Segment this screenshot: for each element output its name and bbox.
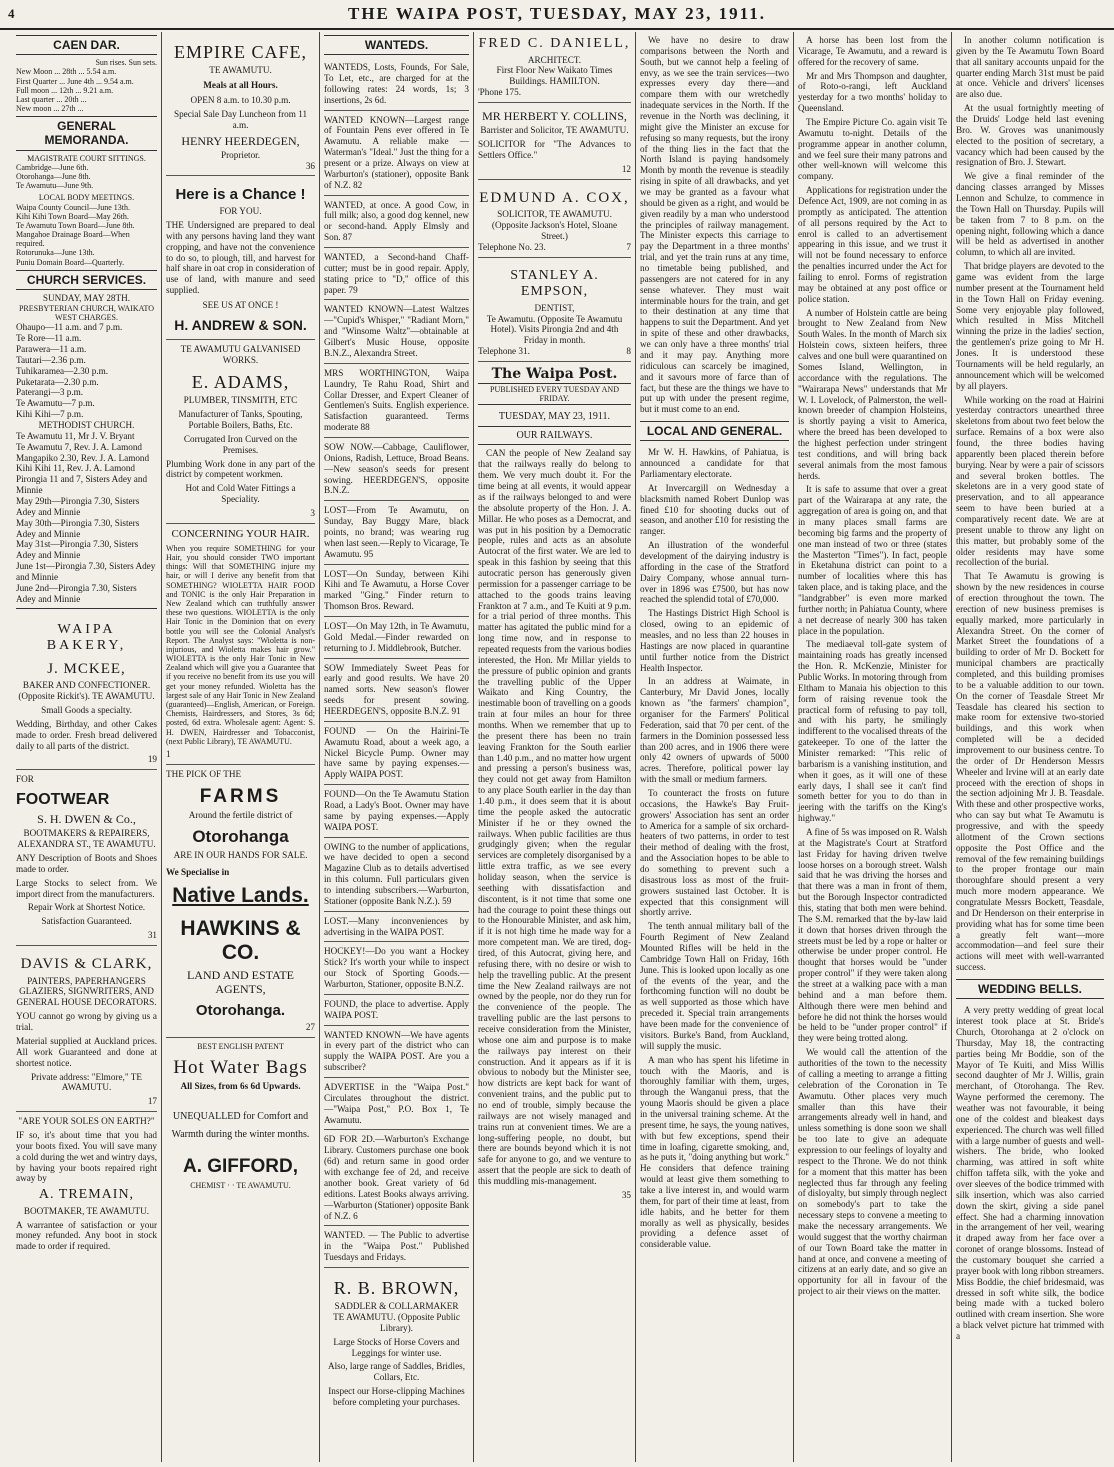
classified-ad-text: WANTED KNOWN—We have agents in every part of the district who can supply the WAIPA POST. Are you a subscriber? [324,1029,469,1073]
news-paragraph: At the usual fortnightly meeting of the Druids' Lodge held last evening Bro. W. Groves was unanimously elected to the position of secretary, a vacancy which had been caused by the resignation of Bro. J. Stewart. [956,103,1104,168]
classified-ad-text: WANTED. — The Public to advertise in the "Waipa Post." Published Tuesdays and Fridays. [324,1230,469,1263]
memo-line: Cambridge—June 6th. [16,162,89,172]
news-paragraph: The Hastings District High School is closed, owing to an epidemic of measles, and no less than 22 houses in Hastings are now placed in quarantine until further notice from the District Health Inspector. [640,608,789,673]
news-paragraph: A man who has spent his lifetime in touch with the Maoris, and is thoroughly familiar with them, urges, through the Wanganui press, that the young Maoris should be given a place in the universal training scheme. At the present time, he says, the young natives, with but few exceptions, spend their time in loafing, cigarette smoking, and, as he puts it, "doing anything but work." He considers that defence training would at least give them something to take a live interest in, and would warm them, for part of their time at least, from idle habits, and he better for them morally as well as physically, besides providing a defence asset of considerable value. [640,1054,789,1250]
classified-ad [324,111,469,196]
cafe-prop: Proprietor. [220,149,261,160]
local-lines [16,203,157,267]
farms-spec: We Specialise in [166,866,230,877]
foot-text3: Repair Work at Shortest Notice. [27,902,146,913]
church-line: Te Rore—11 a.m. [16,333,82,344]
meth-line: Mangapiko 2.30, Rev. J. A. Lamond [16,452,150,463]
bakery-name: J. MCKEE, [47,660,126,677]
railways-no: 35 [621,1189,631,1200]
farms-place: Otorohanga [192,826,289,846]
classified-ad-text: WANTED KNOWN—Latest Waltzes—"Cupid's Whisper," "Radiant Morn," and "Winsome Waltz"—obtainable at Gilbert's Music House, opposite B.N.Z., Alexandra Street. [324,304,469,358]
meth-title: METHODIST CHURCH. [38,419,135,430]
chance-ad [166,176,315,340]
davis-text: YOU cannot go wrong by giving us a trial. [16,1011,157,1033]
wanteds-title: WANTEDS. [324,35,469,55]
calendar-row: New Moon ... 28th ... 5.54 a.m. [16,67,117,77]
local-general-title: LOCAL AND GENERAL. [640,421,789,441]
empson-addr: Te Awamutu. (Opposite Te Awamutu Hotel). Visits Pirongia 2nd and 4th Friday in month. [486,313,623,346]
classified-ad-text: WANTED, at once. A good Cow, in full milk; also, a good dog kennel, new or second-hand. Apply Elmsly and Son. 87 [324,199,469,243]
cox-phone: Telephone No. 23. [478,241,546,252]
meth-line: Pirongia 11 and 7, Sisters Adey and Minnie [16,474,148,496]
classified-ad-text: FOUND, the place to advertise. Apply WAIPA POST. [324,998,469,1020]
memo-line: Te Awamutu—June 9th. [16,181,94,191]
news-paragraph: While working on the road at Hairini yesterday contractors unearthed three skeletons from about two feet below the surface. Remains of a box were also found, the three bodies having apparently been placed therein before burying. Near by were a pair of scissors and several broken bottles. The skeletons are in a very good state of preservation, and to all appearance seem to have been buried at a comparatively recent date. We are at present unable to throw any light on this matter, but probably some of the older residents may have some recollection of the burial. [956,394,1104,568]
church-line: Ohaupo—11 a.m. and 7 p.m. [16,322,123,333]
davis-text2: Material supplied at Auckland prices. All work Guaranteed and done at shortest notice. [16,1035,157,1068]
railways-continued [640,35,789,415]
brown-text2: Also, large range of Saddles, Bridles, Collars, Etc. [327,1361,466,1383]
column-7 [952,32,1108,1462]
classified-ad [324,364,469,438]
andrew-sub: TE AWAMUTU GALVANISED WORKS. [180,344,301,366]
adams-text: Manufacturer of Tanks, Spouting, Portable Boilers, Baths, Etc. [178,409,303,431]
foot-title: FOOTWEAR [16,791,110,809]
local-line: Puniu Domain Board—Quarterly. [16,257,125,267]
hawkins-no: 27 [305,1022,315,1033]
church-date: SUNDAY, MAY 28TH. [42,293,131,303]
brown-ad [324,1268,469,1415]
meth-lines [16,431,157,605]
news-paragraph: A number of Holstein cattle are being brought to New Zealand from New South Wales. In the month of March six Holstein cows, sixteen heifers, three calves and one bull were quarantined on Somes Island, Wellington, in accordance with the regulations. The "Wairarapa News" understands that Mr W. I. Lovelock, of Palmerston, the well-known breeder of champion Holsteins, is shortly paying a visit to America, where the breed has been developed to the highest perfection under stringent test conditions, and will bring back several animals from the most famous herds. [798,307,947,481]
classified-ad-text: OWING to the number of applications, we have decided to open a second Magazine Club as to details advertised in this column. Full particulars given to intending subscribers.—Warburton, Stationer (opposite Bank N.Z.). 59 [324,841,469,906]
paper-date: TUESDAY, MAY 23, 1911. [498,410,611,422]
farms-native: Native Lands. [172,883,309,907]
brown-title: R. B. BROWN, [333,1277,460,1298]
news-paragraph: The Empire Picture Co. again visit Te Awamutu to-night. Details of the programme appear in another column, and we feel sure their many patrons and other well-known will welcome this company. [798,117,947,182]
news-paragraph: A horse has been lost from the Vicarage, Te Awamutu, and a reward is offered for the recovery of same. [798,35,947,67]
daniell-addr: First Floor New Waikato Times Buildings. HAMILTON. [496,65,613,87]
church-line: Kihi Kihi—7 p.m. [16,409,84,420]
church-title: CHURCH SERVICES. [16,270,157,290]
classified-ad [324,438,469,501]
davis-title: DAVIS & CLARK, [20,955,153,972]
cafe-ad [166,32,315,176]
church-line: Tautari—2.36 p.m. [16,354,86,365]
cafe-text2: Special Sale Day Luncheon from 11 a.m. [173,108,308,130]
adams-text3: Plumbing Work done in any part of the district by competent workmen. [166,458,315,480]
foot-text: ANY Description of Boots and Shoes made to order. [16,852,157,874]
column-1 [12,32,162,1462]
chance-sub: FOR YOU. [219,206,262,217]
classified-ad-text: LOST—On Sunday, between Kihi Kihi and Te Awamutu, a Horse Cover marked "Ging." Finder return to Thomson Bros. Reward. [324,568,469,612]
church-line: Te Awamutu—7 p.m. [16,398,95,409]
bags-text2: UNEQUALLED for Comfort and Warmth during the winter months. [171,1111,310,1141]
news-paragraph: It is safe to assume that over a great part of the Wairarapa at any rate, the aggregation of area is going on, and that in many places small farms are becoming big farms and the property of one man instead of two or three (states the Masterton "Times"). In fact, people in Eketahuna district can point to a number of localities where this has taken place, and is taking place, and the "landgrabber" is even more marked further north; in Pahiatua County, where a net decrease of nearly 300 has taken place in the population. [798,484,947,636]
collins-ad [478,103,631,180]
bags-pre: BEST ENGLISH PATENT [197,1041,284,1051]
meth-line: Te Awamutu 7, Rev. J. A. Lamond [16,441,143,452]
classified-ad [324,1026,469,1078]
memo-lines [16,163,157,191]
brown-role: SADDLER & COLLARMAKER [334,1301,459,1312]
foot-name: S. H. DWEN & Co., [37,812,136,827]
news-paragraph: At Invercargill on Wednesday a blacksmith named Robert Dunlop was fined £10 for shooting ducks out of season, and another £10 for resisting the ranger. [640,482,789,537]
classified-ad-text: LOST—On May 12th, in Te Awamutu, Gold Medal.—Finder rewarded on returning to J. Middlebrook, Butcher. [324,620,469,653]
local-line: Rotorunuka—June 13th. [16,248,95,258]
paper-pub: PUBLISHED EVERY TUESDAY AND FRIDAY. [478,383,631,405]
foot-for: FOR [16,774,34,785]
brown-text3: Inspect our Horse-clipping Machines before completing your purchases. [328,1386,465,1408]
classified-ad-text: MRS WORTHINGTON, Waipa Laundry, Te Rahu Road, Shirt and Collar Dresser, and Expert Cleaner of Gentlemen's Suits. English experience. Satisfaction guaranteed. Terms moderate 88 [324,367,469,433]
davis-role: PAINTERS, PAPERHANGERS GLAZIERS, SIGNWRITERS, AND GENERAL HOUSE DECORATORS. [16,975,157,1008]
hawkins-place: Otorohanga. [195,1002,286,1020]
daniell-ad [478,32,631,103]
wedding-paragraph: A very pretty wedding of great local interest took place at St. Bride's Church, Otorohanga at 2 o'clock on Thursday, May 18, the contracting parties being Mr Boddie, son of the Mayor of Te Kuiti, and Miss Willis second daughter of Mr J. Willis, grain merchant, of Otorohanga. The Rev. Wayne performed the ceremony. The weather was not favourable, it being one of the coldest and bleakest days experienced. The church was well filled with a large number of guests and well-wishers. The bride, who looked charming, was attired in soft white chiffon taffeta silk, with the yoke and over sleeves of the bodice trimmed with silk insertion, which was also carried down the skirt, giving a side panel effect. She had a charming innovation in the arrangement of her veil, wearing it draped away from her face over a coronet of orange blossoms. Instead of the customary bouquet she carried a prayer book with long ribbon streamers. Miss Boddie, the chief bridesmaid, was dressed in soft white silk, the bodice being made with a tucked bolero outlined with cream insertion. She wore a black velvet picture hat trimmed with a [956,1005,1104,1341]
news-paragraph: That Te Awamutu is growing is shown by the new residences in course of erection throughout the town. The erection of new business premises is equally marked, more particularly in Alexandra Street. On the corner of Market Street the foundations of a building to order of Mr D. Bockett for municipal chambers are practically completed, and this building promises to be a valuable addition to our town. On the corner of Teasdale Street Mr Teasdale has cleared his section to make room for extensive two-storied buildings, and this work when completed will be a decided improvement to our business centre. To the order of Dr Henderson Messrs Wheeler and Irvine will at an early date proceed with the erection of shops in the section adjoining Mr J. B. Teasdale. With these and other prospective works, who can say but what Te Awamutu is progressive, and with the speedy allotment of the Crown sections opposite the Post Office and the removal of the few remaining buildings to the proper frontage our main thoroughfare should present a very much more modern appearance. We congratulate Messrs Bockett, Teasdale, and Dr Henderson on their enterprise in providing what has for some time been a greatly felt want—more accommodation—and feel sure their actions will meet with well-warranted success. [956,571,1104,973]
bakery-title: WAIPA BAKERY, [46,621,127,654]
empson-ad [478,258,631,362]
classified-ad-text: WANTED, a Second-hand Chaff-cutter; must be in good repair. Apply, stating price to "D," office of this paper. 79 [324,252,469,295]
bags-text: All Sizes, from 6s 6d Upwards. [180,1081,301,1092]
classified-ad [324,659,469,722]
classified-ad-text: HOCKEY!—Do you want a Hockey Stick? It's worth your while to inspect our Stock of Sporting Goods.—Warburton, Stationer, opposite B.N.Z. [324,946,469,990]
davis-addr: Private address: "Elmore," TE AWAMUTU. [31,1071,142,1093]
soles-text2: A warrantee of satisfaction or your money refunded. Any boot in stock made to order if required. [16,1219,157,1252]
news-paragraph: To counteract the frosts on future occasions, the Hawke's Bay Fruit-growers' Association has sent an order to America for a sample of six orchard-heaters of two patterns, in order to test their method of dealing with the frost, and the Association hopes to be able to do something to prevent such a disastrous loss as most of the fruit-growers sustained last October. It is expected that this consignment will shortly arrive. [640,788,789,918]
column-3 [320,32,474,1462]
cafe-text: OPEN 8 a.m. to 10.30 p.m. [190,94,291,105]
classified-ad [324,1226,469,1268]
classified-ad [324,300,469,363]
footwear-ad [16,770,157,946]
memo-line: Otorohanga—June 8th. [16,171,91,181]
calendar-row: Full moon ... 12th ... 9.21 a.m. [16,85,114,95]
news-paragraph: An illustration of the wonderful development of the dairying industry is affording in the case of the Stratford Dairy Company, whose annual turn-over in 1896 was £7500, but has now reached the splendid total of £70,000. [640,540,789,605]
farms-text2: ARE IN OUR HANDS FOR SALE. [173,850,308,861]
collins-no: 12 [621,163,631,174]
news-paragraph: Mr W. H. Hawkins, of Pahiatua, is announced a candidate for that Parliamentary electorate. [640,447,789,479]
cafe-loc: TE AWAMUTU. [209,65,272,76]
classified-ad-text: FOUND — On the Hairini-Te Awamutu Road, about a week ago, a Nickel Bicycle Pump. Owner may have same by paying expenses.—Apply WAIPA POST. [324,725,469,780]
farms-title: FARMS [199,785,282,807]
memo-sub: MAGISTRATE COURT SITTINGS. [27,153,146,163]
empson-title: STANLEY A. EMPSON, [510,267,599,300]
news-paragraph: The tenth annual military ball of the Fourth Regiment of New Zealand Mounted Rifles will be held in the Cambridge Town Hall on Friday, 16th June. This is looked upon locally as one of the events of the year, and the forthcoming function will no doubt be as well supported as those which have preceded it. Special train arrangements have been made for the convenience of visitors. Burke's Band, from Auckland, will supply the music. [640,921,789,1051]
meth-line: Te Awamutu 11, Mr J. V. Bryant [16,430,135,441]
brown-text: Large Stocks of Horse Covers and Leggings for winter use. [333,1336,460,1358]
hair-title: CONCERNING YOUR HAIR. [171,527,310,540]
farms-text: Around the fertile district of [188,810,293,821]
classified-ad [324,995,469,1026]
meth-line: May 29th—Pirongia 7.30, Sisters Adey and Minnie [16,495,140,517]
cafe-title: EMPIRE CAFE, [173,42,308,62]
foot-no: 31 [147,930,157,941]
local-news-column-2 [956,35,1104,973]
page-columns [12,32,1108,1462]
classified-ad-text: LOST—From Te Awamutu, on Sunday, Bay Buggy Mare, black points, no brand; was wearing rug when last seen.—Reply to Vicarage, Te Awamutu. 95 [324,505,469,559]
calendar-head: Sun rises. Sun sets. [95,58,157,68]
hawkins-title: HAWKINS & CO. [180,916,301,965]
foot-text2: Large Stocks to select from. We import direct from the manufacturers. [16,877,157,899]
hair-no: 1 [166,748,171,759]
gifford-ad [166,1038,315,1194]
classified-ad-text: FOUND—On the Te Awamutu Station Road, a Lady's Boot. Owner may have same by paying expenses.—Apply WAIPA POST. [324,789,469,832]
chance-text: THE Undersigned are prepared to deal with any persons having land they want cropping, and have not the convenience to do so, to plough, till, and harvest for half share in oat crop in consideration of use of land, with manure and seed supplied. [166,219,315,296]
chance-title: Here is a Chance ! [175,186,306,204]
adams-ad [166,340,315,524]
soles-text: IF so, it's about time that you had your boots fixed. You will save many a cold during the wet and wintry days, by having your boots repaired right away by [16,1129,157,1184]
classified-ad-text: SOW Immediately Sweet Peas for early and good results. We have 20 named sorts. New season's flower seeds for present sowing. HEERDEGEN'S, opposite B.N.Z. 91 [324,662,469,716]
page-number: 4 [8,6,17,21]
collins-text: SOLICITOR for "The Advances to Settlers Office." [478,138,631,160]
adams-role: PLUMBER, TINSMITH, ETC [183,395,298,406]
church-line: Puketarata—2.30 p.m. [16,376,99,387]
bags-title: Hot Water Bags [173,1057,308,1079]
brown-loc: TE AWAMUTU. (Opposite Public Library). [333,1312,460,1333]
church-line: Paterangi—3 p.m. [16,387,84,398]
news-paragraph: We give a final reminder of the dancing classes arranged by Misses Lennon and Schulze, to commence in the Town Hall on Thursday. Pupils will be taken from 7 to 8 p.m. on the opening night, following which a dance will be held as advertised in another column, to which all are invited. [956,171,1104,258]
calendar-title: CAEN DAR. [16,35,157,55]
church-line: Tuhikaramea—2.30 p.m. [16,365,109,376]
classified-ad [324,942,469,994]
bakery-role: BAKER AND CONFECTIONER. [22,680,151,691]
meth-line: Kihi Kihi 11, Rev. J. A. Lamond [16,463,136,474]
davis-no: 17 [147,1096,157,1107]
gifford-title: A. GIFFORD, [182,1156,299,1178]
bakery-ad [16,612,157,771]
classified-ad-text: ADVERTISE in the "Waipa Post." Circulates throughout the district.—"Waipa Post," P.O. Box 1, Te Awamutu. [324,1082,469,1125]
farms-pick: THE PICK OF THE [166,768,242,779]
local-line: Kihi Kihi Town Board—May 26th. [16,211,129,221]
wanteds-list [324,58,469,1268]
soles-name: A. TREMAIN, [38,1187,135,1203]
classified-ad [324,722,469,785]
calendar-rows [16,67,157,113]
classified-ad [324,565,469,617]
memo-title: GENERAL MEMORANDA. [16,116,157,150]
bakery-text: Small Goods a specialty. [41,705,132,716]
classified-ad [324,1130,469,1226]
column-6 [794,32,952,1462]
cox-no: 7 [626,241,631,252]
hair-ad [166,524,315,765]
church-pres: PRESBYTERIAN CHURCH, WAIKATO WEST CHARGES. [18,303,155,323]
classified-ad [324,501,469,564]
adams-title: E. ADAMS, [191,372,290,393]
foot-addr: ALEXANDRA ST., TE AWAMUTU. [17,839,156,850]
chance-see: SEE US AT ONCE ! [202,299,279,310]
calendar-row: New moon ... 27th ... [16,104,84,114]
local-title: LOCAL BODY MEETINGS. [38,193,135,203]
meth-line: May 30th—Pirongia 7.30, Sisters Adey and Minnie [16,517,140,539]
daniell-role: ARCHITECT. [527,54,582,65]
empson-no: 8 [626,346,631,357]
calendar-row: Last quarter ... 20th ... [16,94,87,104]
bakery-no: 19 [147,754,157,765]
hawkins-sub: LAND AND ESTATE AGENTS, [186,968,295,997]
news-paragraph: We would call the attention of the authorities of the town to the necessity of calling a meeting to arrange a fitting celebration of the Coronation in Te Awamutu. Other places very much smaller than this have their arrangements already well in hand, and unless something is done soon we shall be too late to give an adequate expression to our feelings of loyalty and respect to the Throne. We do not think for a moment that this matter has been neglected thus far through any feeling of disloyalty, but simply through neglect on somebody's part to take the necessary steps to convene a meeting to make the necessary arrangements. We would suggest that the worthy chairman of our Town Board take the matter in hand at once, and convene a meeting of citizens at an early date, and so give an opportunity for all in favour of the project to air their views on the matter. [798,1047,947,1297]
davis-ad [16,946,157,1112]
soles-q: "ARE YOUR SOLES ON EARTH?" [18,1116,155,1127]
andrew-title: H. ANDREW & SON. [174,316,307,333]
empson-role: DENTIST, [534,302,575,313]
adams-text4: Hot and Cold Water Fittings a Speciality. [185,483,296,505]
local-line: Waipa County Council—June 13th. [16,202,131,212]
church-line: Parawera—11 a.m. [16,343,87,354]
classified-ad-text: 6D FOR 2D.—Warburton's Exchange Library. Customers purchase one book (6d) and return same in good order with exchange fee of 2d, and receive another book. Great variety of 6d editions. Latest Books always arriving.—Warburton (Stationer) opposite Bank of N.Z. 6 [324,1134,469,1221]
cox-addr: (Opposite Jackson's Hotel, Sloane Street.) [491,220,618,241]
news-paragraph: A fine of 5s was imposed on R. Walsh at the Magistrate's Court at Stratford last Friday for having driven twelve loose horses on a borough street. Walsh said that he was driving the horses and that there was a man in front of them, but the Borough Inspector contradicted this, stating that both men were behind. The S.M. remarked that the by-law laid it down that horses driven through the streets must be led by a rope or halter or otherwise be under proper control. He thought that horses would be "under proper control" if they were taken along the street at a walking pace with a man behind and a man before them. Although there were men behind and before he did not think the horses would be held to be "under proper control" if they were being trotted along. [798,827,947,1044]
column-4 [474,32,636,1462]
classified-ad-text: WANTEDS, Losts, Founds, For Sale, To Let, etc., are charged for at the following rates: 24 words, 1s; 3 insertions, 2s 6d. [324,62,469,105]
classified-ad [324,912,469,943]
church-lines [16,322,157,420]
news-paragraph: In another column notification is given by the Te Awamutu Town Board that all sanitary accounts unpaid for the quarter ending March 31st must be paid at once. Vehicle and drivers' licenses are also due. [956,35,1104,100]
cox-title: EDMUND A. COX, [479,189,630,206]
cox-ad [478,180,631,258]
meth-line: June 2nd—Pirongia 7.30, Sisters Adey and Minnie [16,582,137,604]
local-line: Mangahoe Drainage Board—When required. [16,230,130,249]
paper-name: The Waipa Post. [491,366,618,382]
classified-ad [324,838,469,912]
newspaper-title: THE WAIPA POST, TUESDAY, MAY 23, 1911. [348,4,766,23]
wedding-article [956,1005,1104,1342]
classified-ad [324,1078,469,1130]
classified-ad [324,58,469,110]
news-paragraph: That bridge players are devoted to the game was evident from the large number present at the Tournament held in the Town Hall on Friday evening. Some very enjoyable play followed, which resulted in Miss Mitchell winning the prize in the ladies' section, the gentlemen's prize going to Mr H. Jones. It is understood these Tournaments will be held regularly, an announcement which will be welcomed by all players. [956,261,1104,391]
news-paragraph: Applications for registration under the Defence Act, 1909, are not coming in as promptly as anticipated. The attention of all persons required by the Act to enrol is called to an advertisement appearing in this issue, and we trust it will not be found necessary to enforce the penalties incurred under the Act for failing to enrol. Forms of registration may be obtained at any post office or police station. [798,185,947,304]
adams-text2: Corrugated Iron Curved on the Premises. [183,433,298,455]
column-2 [162,32,320,1462]
cafe-no: 36 [305,160,315,171]
daniell-title: FRED C. DANIELL, [478,36,631,51]
news-paragraph: In an address at Waimate, in Canterbury, Mr David Jones, locally known as "the farmers' champion", organiser for the Farmers' Political Federation, said that 70 per cent. of the farmers in the Dominion possessed less than 200 acres, and in 1906 there were only 42 owners of upwards of 5000 acres. Therefore, political power lay with the small or medium farmers. [640,676,789,785]
railways-cont-para: We have no desire to draw comparisons between the North and South, but we cannot help a feeling of envy, as we see the train services—two expresses every day there—and compare them with our wretchedly inadequate services in the North. If the revenue in the North was declining, it might give the Minister an excuse for refusing so many requests, but the irony of the thing lies in the fact that the North Island is paying handsomely Month by month the revenue is steadily rising in spite of all drawbacks, and yet we may be granted as a favour what should be given as a right, and would be given readily by a man who understood the principles of railway management. The Minister expects this carriage to pay the Department in a three months' trial, and yet the train runs at any time, no timetable being published, and passengers are not catered for in any sense whatever. They must wait interminable hours for the train, and get to their destination at any time that happens to suit the Department. And yet in spite of these and other drawbacks, we can only have a three months' trial and it may pay. Anything more ridiculous can scarcely be imagined, and it savours more of farce than of fact, but these are the things we have to put up with under the present regime, but it must come to an end. [640,35,789,415]
wedding-title: WEDDING BELLS. [956,979,1104,999]
cafe-name: HENRY HEERDEGEN, [181,133,300,148]
calendar-row: First Quarter ... June 4th ... 9.54 a.m. [16,76,134,86]
cox-role: SOLICITOR, TE AWAMUTU. [497,209,612,220]
foot-role: BOOTMAKERS & REPAIRERS, [23,828,150,839]
classified-ad [324,617,469,659]
masthead [0,0,1114,30]
railways-para: CAN the people of New Zealand say that the railways really do belong to them. We very much doubt it. For the time being at all events, it would appear as if the railways belonged to and were the absolute property of the Hon. J. A. Millar. He who poses as a Democrat, and was put in his position by a Democratic people, rules and acts as an absolute Autocrat of the first water. We are led to speak in this fashion by seeing that this autocratic person has generously given permission for a passenger carriage to be attached to the goods trains leaving Frankton at 7 a.m., and Te Kuiti at 9 p.m. for a trial period of three months. This matter has agitated the public mind for a long time now, and in response to repeated requests from the various bodies interested, the Hon. Mr Millar yields to the pressure of public opinion and grants the travelling public of the Upper Waikato and King Country, the inestimable boon of travelling on a goods train at four miles an hour for three months. When we remember that up to the present there has been no train leaving Frankton for the South earlier than 1.40 p.m., and no matter how urgent and pressing a person's business was, they could not get away from Hamilton to any place South earlier in the day than 1.40 p.m., it does seem that it is about time the people asked the autocratic Minister if he or they owned the railways. When public facilities are thus grudgingly given; when the regular services are completely disorganised by a little extra traffic, as we see every holiday season, when the service is seething with dissatisfaction and discontent, is it not time that some one had the courage to point these things out to the Honourable Minister, and ask him, if it is not high time he made way for a more competent man. We are tired, dog-tired, of this Autocrat, giving here, and refusing there, with no desire or wish to help the travelling public. At the present time the New Zealand railways are not owned by the people, nor do they run for the convenience of the people. The travelling public are the last persons to receive consideration from the Minister, whose one aim and purpose is to make the railways pay interest on their construction. And it appears as if it is obvious to nobody but the Minister see, how districts are kept back for want of convenient trains, and the public put to no end of trouble, simply because the railways are not wisely managed and trains run at convenient times. We are a long-suffering people, no doubt, but there are bounds beyond which it is not safe for anyone to go, and we venture to assert that the people are sick to death of this muddling mis-management. [478,448,631,1187]
railways-article [478,448,631,1186]
classified-ad [324,785,469,837]
gifford-role: CHEMIST · · TE AWAMUTU. [190,1180,291,1190]
railways-title: OUR RAILWAYS. [516,429,593,441]
tremain-ad [16,1112,157,1259]
local-line: Te Awamutu Town Board—June 8th. [16,220,135,230]
column-5 [636,32,794,1462]
bakery-addr: (Opposite Rickit's). TE AWAMUTU. [18,691,155,702]
collins-role: Barrister and Solicitor, TE AWAMUTU. [480,125,629,136]
classified-ad-text: LOST.—Many inconveniences by advertising in the WAIPA POST. [324,915,469,937]
foot-text4: Satisfaction Guaranteed. [41,916,132,927]
classified-ad [324,248,469,300]
farms-ad [166,765,315,1038]
meth-line: June 1st—Pirongia 7.30, Sisters Adey and Minnie [16,561,156,582]
local-general-article [640,447,789,1250]
bakery-text2: Wedding, Birthday, and other Cakes made to order. Fresh bread delivered daily to all parts of the district. [16,718,157,751]
collins-title: MR HERBERT Y. COLLINS, [482,108,627,123]
adams-no: 3 [310,508,315,519]
classified-ad-text: WANTED KNOWN—Largest range of Fountain Pens ever offered in Te Awamutu. A reliable make — Waterman's "Ideal." Just the thing for a present or a prize. Always on view at Warburton's (stationer), opposite Bank of N.Z. 82 [324,114,469,190]
classified-ad [324,196,469,248]
daniell-phone: 'Phone 175. [478,87,521,98]
soles-role: BOOTMAKER, TE AWAMUTU. [23,1205,150,1216]
cafe-meals: Meals at all Hours. [203,80,278,91]
empson-phone: Telephone 31. [478,346,530,357]
news-paragraph: The mediaeval toll-gate system of maintaining roads has greatly incensed the Hon. R. McKenzie, Minister for Public Works. In motoring through from Eltham to Manaia his objection to this form of raising revenue took the practical form of refusing to pay toll, and with his party, he smilingly indifferent to the vocalised threats of the gatekeeper. To one of the latter the Minister remarked: "This relic of barbarism is a vanishing institution, and when it goes, as it will one of these early days, I shall see it can't find someth better for you to do than in jeering with the tariffs on the King's highway." [798,639,947,824]
news-paragraph: Mr and Mrs Thompson and daughter, of Roto-o-rangi, left Auckland yesterday for a two months' holiday to Queensland. [798,70,947,114]
local-news-column [798,35,947,1297]
meth-line: May 31st—Pirongia 7.30, Sisters Adey and Minnie [16,539,139,561]
classified-ad-text: SOW NOW.—Cabbage, Cauliflower, Onions, Radish, Lettuce, Broad Beans.—New season's seeds for present sowing. HEERDEGEN'S, opposite B.N.Z. [324,441,469,496]
hair-text: When you require SOMETHING for your Hair, you should consider TWO important things: Will that SOMETHING injure my hair, or will I derive any benefit from that SOMETHING? WIOLETTA HAIR FOOD and TONIC is the only Hair Preparation in New Zealand which can truthfully answer these two questions. WIOLETTA is the only Hair Tonic in the Dominion that on every bottle you will see the Colonial Analyst's Report. The Analyst says: "Wioletta is non-injurious, and Wioletta makes hair grow." WIOLETTA is the only Hair Tonic in New Zealand which will give you a Guarantee that if you receive no benefit from its use you will get your money refunded. Wioletta has the largest sale of any Hair Tonic in New Zealand (guaranteed)—English, American, or Foreign. Chemists, Hairdressers, and Stores, 3s 6d; posted, 6d extra. Wholesale agent: Agent: S. H. DWEN, Hairdresser and Tobacconist, (next Public Library), TE AWAMUTU. [166,543,315,746]
